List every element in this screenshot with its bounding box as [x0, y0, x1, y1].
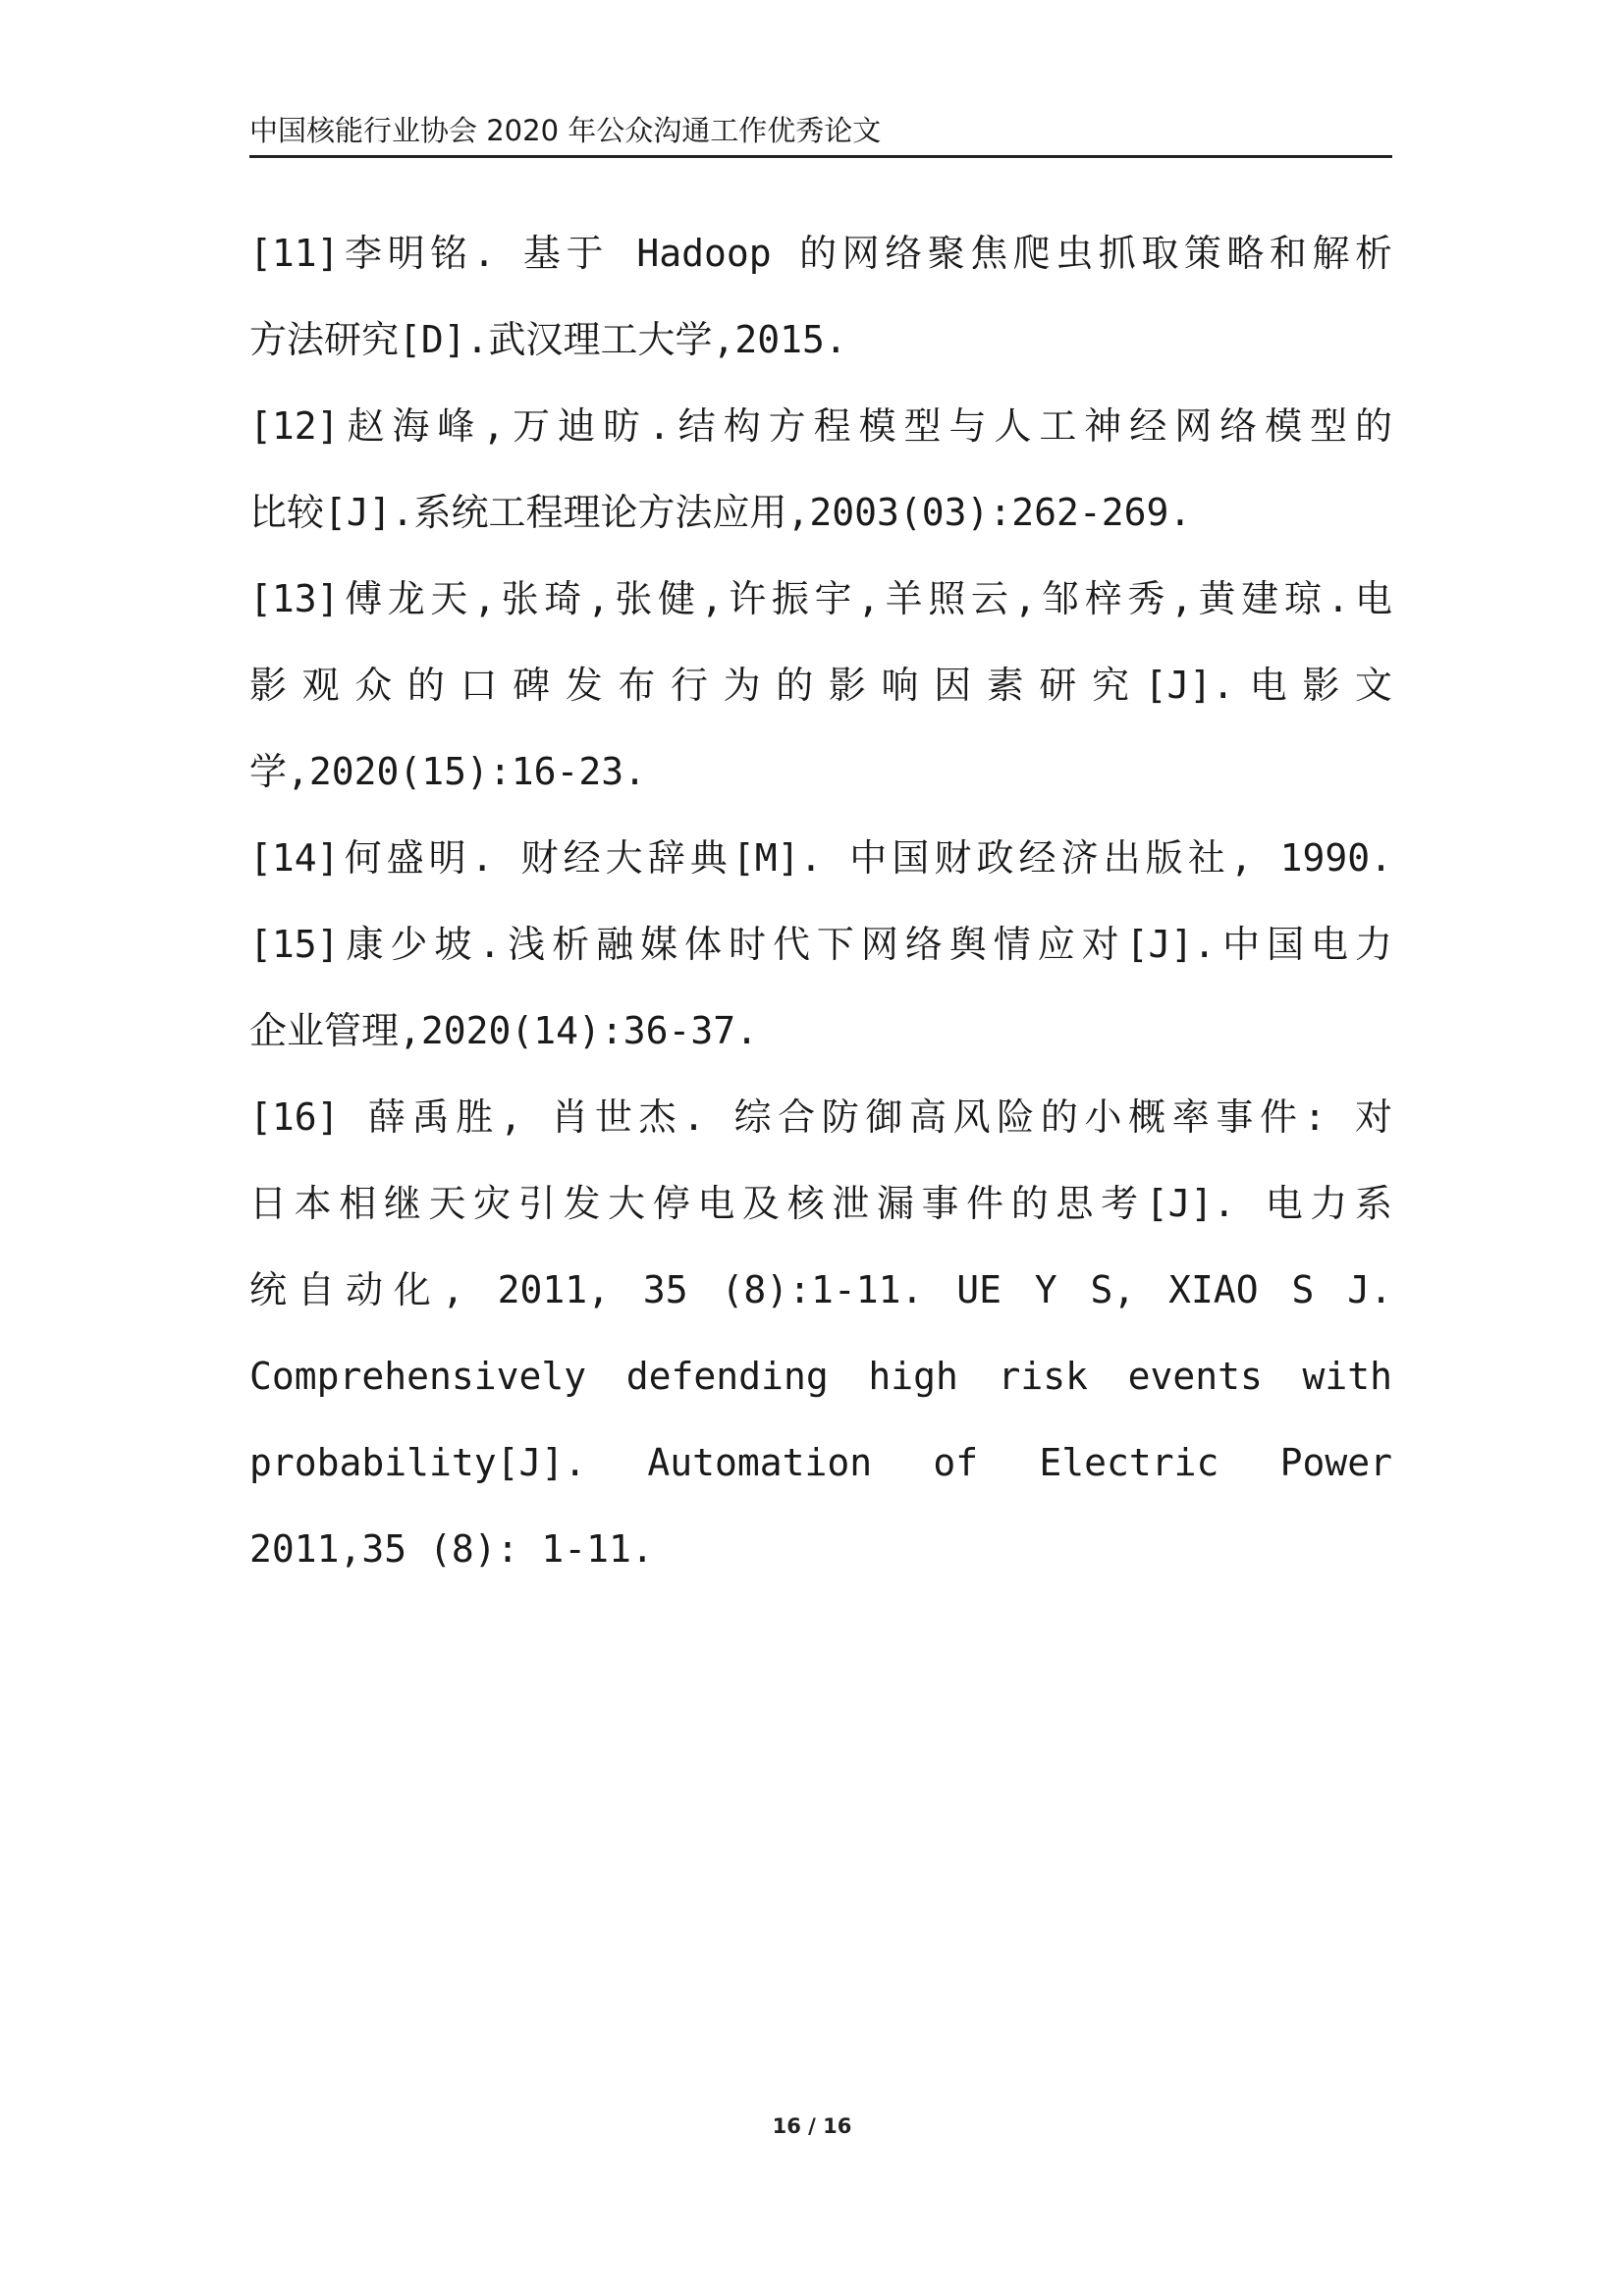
reference-line-16f: 2011,35 (8): 1-11.	[249, 1527, 654, 1571]
reference-line-11b: 方法研究[D].武汉理工大学,2015.	[249, 318, 847, 361]
reference-line-12a: [12]赵海峰,万迪昉.结构方程模型与人工神经网络模型的	[249, 404, 1392, 448]
reference-line-16e: probability[J]. Automation of Electric Power	[249, 1441, 1392, 1484]
reference-list	[249, 210, 1392, 1592]
reference-line-15b: 企业管理,2020(14):36-37.	[249, 1009, 759, 1052]
header-title: 中国核能行业协会 2020 年公众沟通工作优秀论文	[249, 114, 882, 147]
reference-line-16d: Comprehensively defending high risk events with	[249, 1355, 1392, 1398]
reference-line-16b: 日本相继天灾引发大停电及核泄漏事件的思考[J]. 电力系	[249, 1182, 1392, 1225]
reference-line-16a: [16] 薛禹胜, 肖世杰. 综合防御高风险的小概率事件: 对	[249, 1095, 1392, 1139]
reference-line-14: [14]何盛明. 财经大辞典[M]. 中国财政经济出版社, 1990.	[249, 836, 1392, 880]
reference-line-16c: 统自动化, 2011, 35 (8):1-11. UE Y S, XIAO S J.	[249, 1268, 1392, 1311]
reference-line-12b: 比较[J].系统工程理论方法应用,2003(03):262-269.	[249, 491, 1192, 534]
page-number: 16 / 16	[772, 2114, 852, 2138]
page-header	[249, 112, 1392, 158]
reference-line-15a: [15]康少坡.浅析融媒体时代下网络舆情应对[J].中国电力	[249, 923, 1392, 966]
reference-line-13a: [13]傅龙天,张琦,张健,许振宇,羊照云,邹梓秀,黄建琼.电	[249, 577, 1392, 620]
reference-line-11a: [11]李明铭. 基于 Hadoop 的网络聚焦爬虫抓取策略和解析	[249, 232, 1392, 275]
reference-line-13c: 学,2020(15):16-23.	[249, 750, 647, 793]
reference-line-13b: 影观众的口碑发布行为的影响因素研究[J].电影文	[249, 664, 1392, 707]
